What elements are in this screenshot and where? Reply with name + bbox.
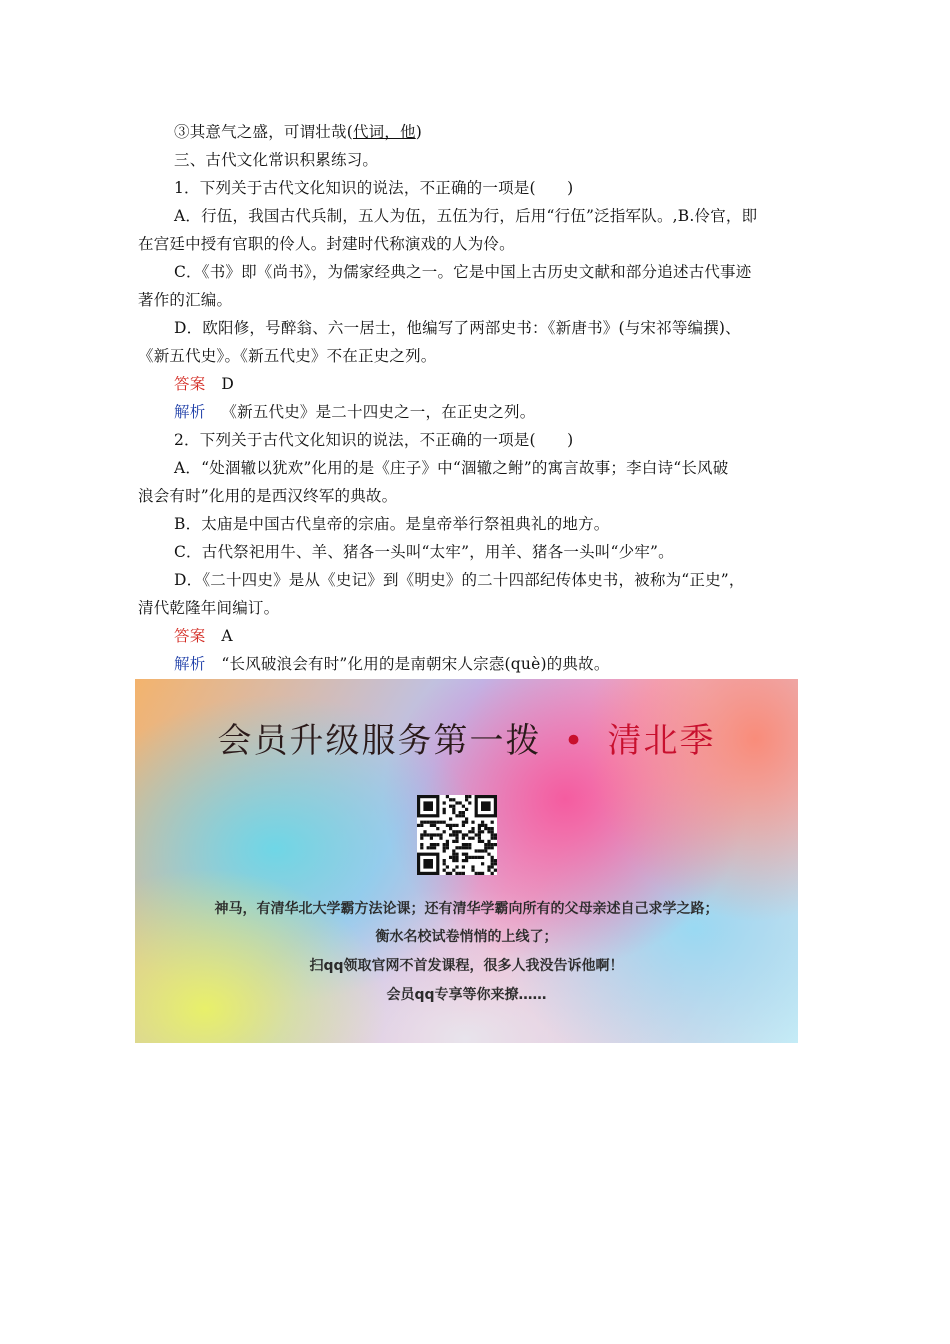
promo-banner[interactable] — [135, 679, 798, 1043]
question-2-option-a: A．“处涸辙以犹欢”化用的是《庄子》中“涸辙之鲋”的寓言故事；李白诗“长风破 — [174, 459, 729, 477]
example-line-3 — [174, 122, 818, 142]
question-1-option-a-cont: 在宫廷中授有官职的伶人。封建时代称演戏的人为伶。 — [138, 235, 515, 253]
banner-title — [135, 719, 798, 763]
question-1-answer — [174, 374, 818, 394]
question-2-stem: 2．下列关于古代文化知识的说法，不正确的一项是( ) — [174, 431, 574, 449]
qr-code-graphic — [417, 795, 497, 875]
question-2-analysis — [174, 654, 818, 674]
banner-title-dot: • — [563, 721, 586, 761]
answer-value: A — [221, 627, 233, 645]
analysis-label: 解析 — [174, 403, 206, 421]
answer-value: D — [221, 375, 235, 393]
question-1-stem: 1．下列关于古代文化知识的说法，不正确的一项是( ) — [174, 179, 574, 197]
qr-code-icon[interactable] — [417, 795, 497, 875]
question-2-option-d-cont: 清代乾隆年间编订。 — [138, 599, 280, 617]
analysis-text: 《新五代史》是二十四史之一，在正史之列。 — [221, 403, 536, 421]
section-heading: 三、古代文化常识积累练习。 — [174, 151, 379, 169]
question-2-option-c: C．古代祭祀用牛、羊、猪各一头叫“太牢”，用羊、猪各一头叫“少牢”。 — [174, 543, 674, 561]
question-2-option-b: B．太庙是中国古代皇帝的宗庙。是皇帝举行祭祖典礼的地方。 — [174, 515, 610, 533]
question-1-option-d-cont: 《新五代史》。《新五代史》不在正史之列。 — [138, 347, 437, 365]
question-2-answer — [174, 626, 818, 646]
question-1-option-c: C．《书》即《尚书》，为儒家经典之一。它是中国上古历史文献和部分追述古代事迹 — [174, 263, 752, 281]
question-1-option-c-cont: 著作的汇编。 — [138, 291, 233, 309]
banner-title-sub: 清北季 — [607, 721, 716, 761]
banner-line-4: 会员qq专享等你来撩…… — [386, 987, 547, 1003]
analysis-label: 解析 — [174, 655, 206, 673]
answer-label: 答案 — [174, 375, 206, 393]
question-1-option-d: D．欧阳修，号醉翁、六一居士，他编写了两部史书：《新唐书》(与宋祁等编撰)、 — [174, 319, 741, 337]
closing-paren: ) — [415, 123, 423, 141]
banner-line-2: 衡水名校试卷悄悄的上线了； — [375, 929, 558, 945]
question-2-option-a-cont: 浪会有时”化用的是西汉终军的典故。 — [138, 487, 398, 505]
question-2-option-d: D．《二十四史》是从《史记》到《明史》的二十四部纪传体史书，被称为“正史”， — [174, 571, 745, 589]
banner-line-1: 神马，有清华北大学霸方法论课；还有清华学霸向所有的父母亲述自己求学之路； — [214, 901, 719, 917]
underlined-annotation: 代词，他 — [352, 123, 416, 141]
example-text: ③其意气之盛，可谓壮哉( — [174, 123, 353, 141]
analysis-text: “长风破浪会有时”化用的是南朝宋人宗悫(què)的典故。 — [221, 655, 610, 673]
banner-line-3: 扫qq领取官网不首发课程，很多人我没告诉他啊！ — [309, 958, 624, 974]
question-1-analysis — [174, 402, 818, 422]
answer-label: 答案 — [174, 627, 206, 645]
question-1-option-a: A．行伍，我国古代兵制，五人为伍，五伍为行，后用“行伍”泛指军队。,B.伶官，即 — [174, 207, 758, 225]
banner-title-main: 会员升级服务第一拨 — [217, 721, 542, 761]
